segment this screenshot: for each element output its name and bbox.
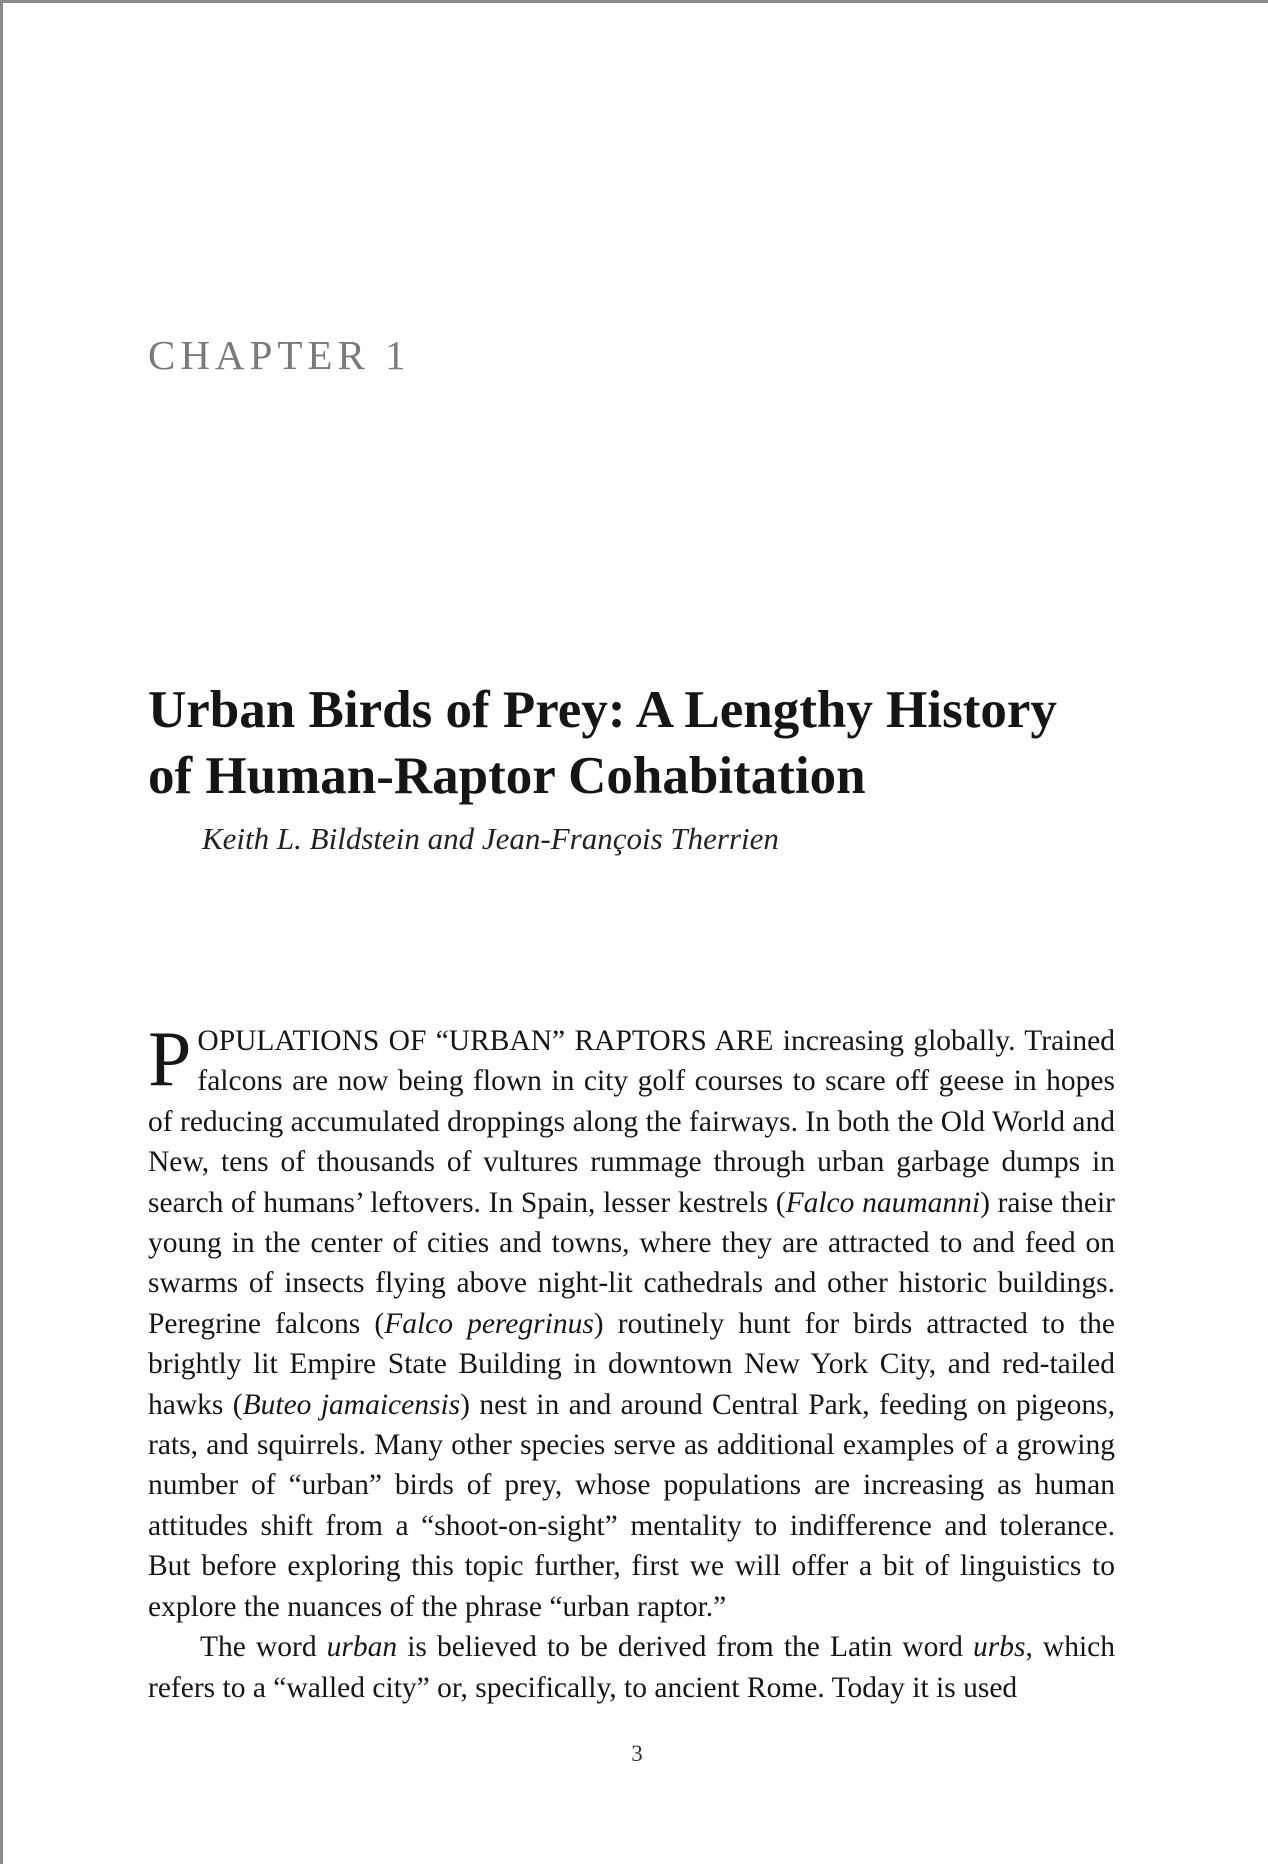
- chapter-label: CHAPTER 1: [148, 332, 411, 378]
- chapter-title-line-2: of Human-Raptor Cohabitation: [148, 747, 866, 805]
- species-name-peregrine-falcon: Falco peregrinus: [384, 1307, 594, 1340]
- page-number: 3: [631, 1741, 643, 1766]
- paragraph-2-text-b: is believed to be derived from the Latin word: [397, 1631, 973, 1664]
- term-urban: urban: [326, 1631, 398, 1664]
- paragraph-2: [148, 1627, 1115, 1708]
- term-urbs: urbs: [972, 1631, 1026, 1664]
- paragraph-1-text-d: ) nest in and around Central Park, feeding on pigeons, rats, and squirrels. Many other species serve as additional examples of a growing number of “urban” birds of prey, whose populations are increasing as human attitudes shift from a “shoot-on-sight” mentality to indifference and tolerance. But before exploring this topic further, first we will offer a bit of linguistics to explore the nuances of the phrase “urban raptor.”: [148, 1388, 1116, 1623]
- chapter-title: [148, 677, 1108, 809]
- paragraph-1-text-a: increasing globally. Trained falcons are now being flown in city golf courses to scare off geese in hopes of reducing accumulated droppings along the fairways. In both the Old World and New, tens of thousands of vultures rummage through urban garbage dumps in search of humans’ leftovers. In Spain, lesser kestrels (: [148, 1025, 1115, 1219]
- paragraph-2-text-a: The word: [200, 1631, 327, 1664]
- paragraph-lead-caps: OPULATIONS OF “URBAN” RAPTORS ARE: [197, 1025, 774, 1057]
- paragraph-2-text-c: , which refers to a “walled city” or, specifically, to ancient Rome. Today it is used: [148, 1631, 1115, 1704]
- body-text: [148, 1015, 1116, 1708]
- drop-cap: P: [148, 1015, 192, 1102]
- paragraph-1-text-c: ) routinely hunt for birds attracted to the brightly lit Empire State Building in downtown New York City, and red-tailed hawks (: [148, 1307, 1115, 1421]
- species-name-lesser-kestrel: Falco naumanni: [785, 1186, 981, 1219]
- paragraph-1: [148, 1015, 1116, 1627]
- chapter-authors: Keith L. Bildstein and Jean-François Therrien: [202, 821, 779, 856]
- chapter-title-line-1: Urban Birds of Prey: A Lengthy History: [148, 681, 1057, 739]
- species-name-red-tailed-hawk: Buteo jamaicensis: [242, 1388, 461, 1421]
- paragraph-1-text-b: ) raise their young in the center of cities and towns, where they are attracted to and feed on swarms of insects flying above night-lit cathedrals and other historic buildings. Peregrine falcons (: [148, 1186, 1116, 1340]
